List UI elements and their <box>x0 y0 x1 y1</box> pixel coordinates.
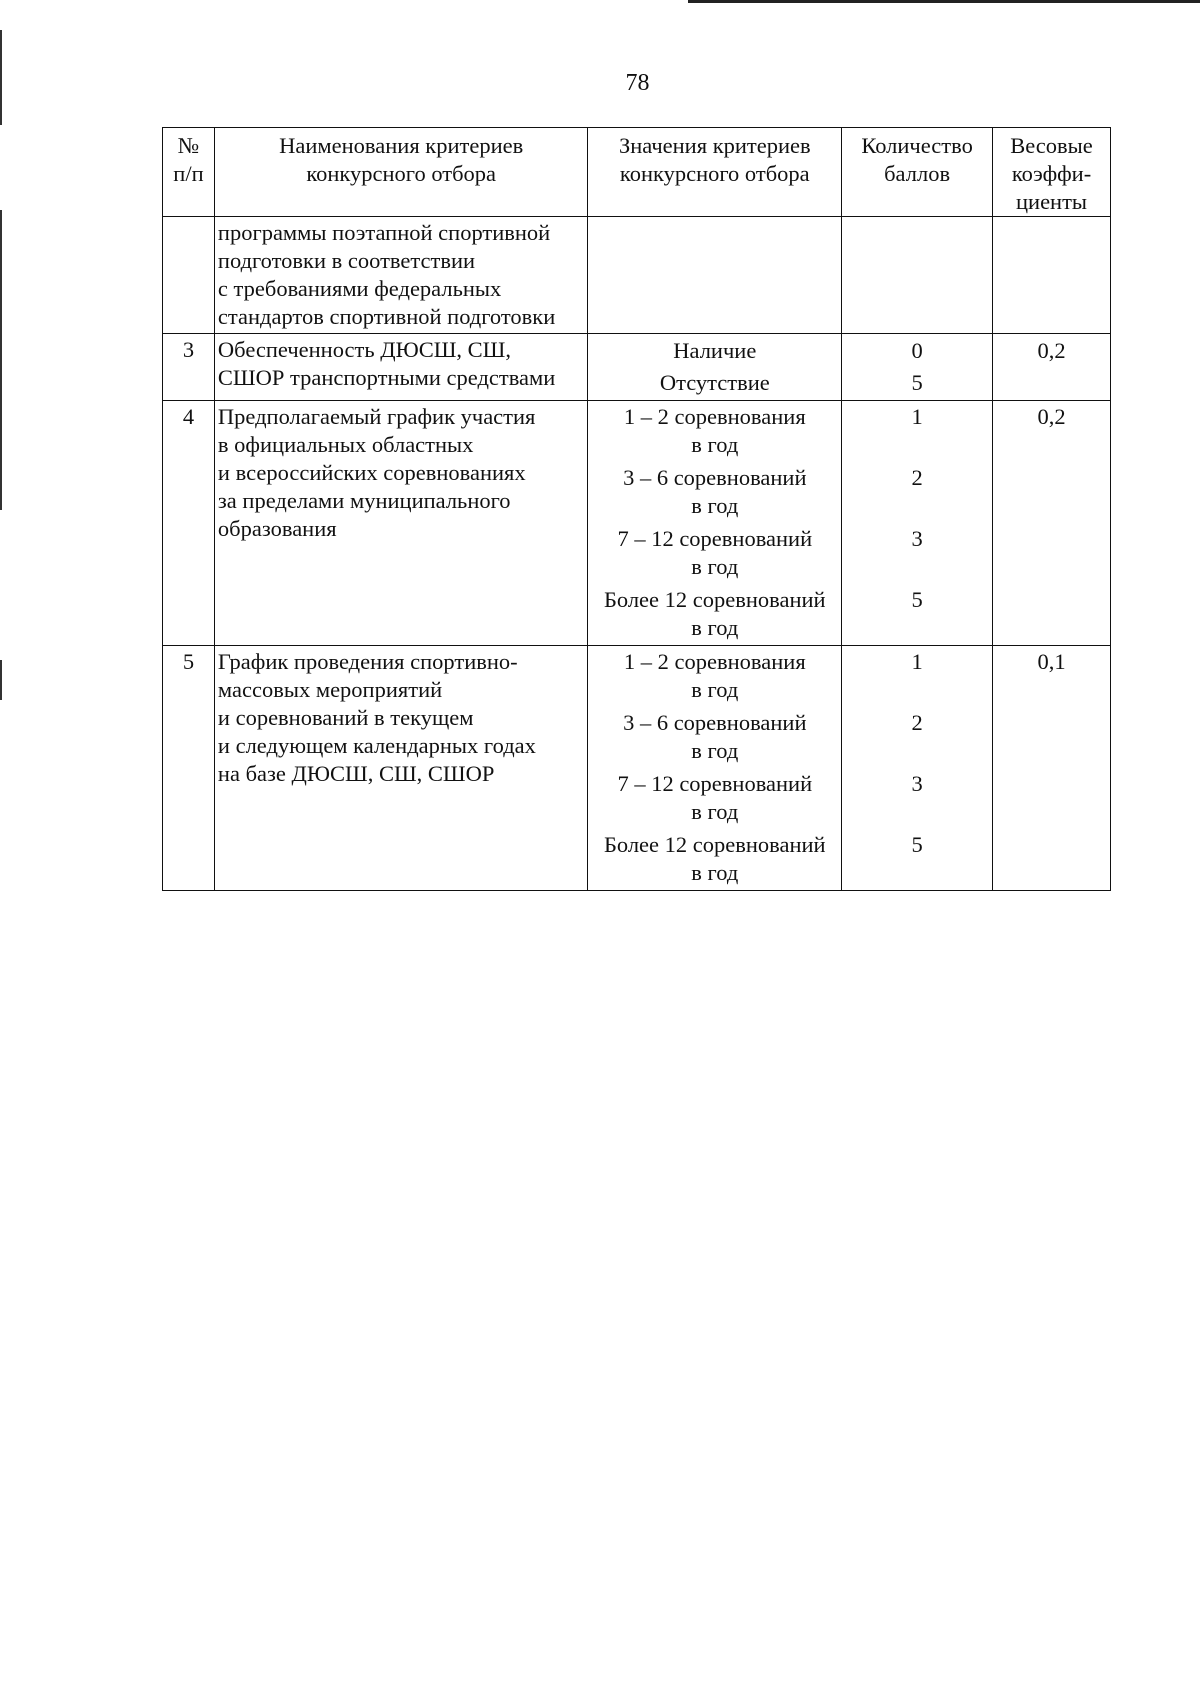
option-points: 3 <box>911 526 923 551</box>
cell-weight <box>993 646 1111 891</box>
cell-weight <box>993 217 1111 334</box>
header-criteria-values: Значения критериев конкурсного отбора <box>588 128 842 217</box>
weight-value: 0,2 <box>1037 404 1066 429</box>
cell-num: 3 <box>163 334 215 401</box>
option-points: 1 <box>911 649 923 674</box>
cell-criteria-values <box>588 646 842 891</box>
cell-criteria-values <box>588 334 842 401</box>
option-label: Более 12 соревнований в год <box>603 587 826 640</box>
option-points: 2 <box>911 710 923 735</box>
header-criteria-name: Наименования критериев конкурсного отбора <box>214 128 588 217</box>
option-points: 3 <box>911 771 923 796</box>
option-points: 2 <box>911 465 923 490</box>
table-row-continuation <box>163 217 1111 334</box>
cell-num: 4 <box>163 401 215 646</box>
table-row-4 <box>163 401 1111 646</box>
cell-weight <box>993 334 1111 401</box>
table-row-5 <box>163 646 1111 891</box>
cell-criteria-values <box>588 401 842 646</box>
option-label: 3 – 6 соревнований в год <box>623 710 807 763</box>
option-label: Наличие <box>673 338 757 363</box>
option-label: 1 – 2 соревнования в год <box>623 649 806 702</box>
weight-value: 0,2 <box>1037 338 1066 363</box>
cell-criteria-name: Обеспеченность ДЮСШ, СШ, СШОР транспортными средствами <box>214 334 588 401</box>
option-points: 5 <box>911 370 923 395</box>
header-num: № п/п <box>163 128 215 217</box>
scan-margin-mark <box>0 210 2 510</box>
option-points: 0 <box>911 338 923 363</box>
header-points: Количество баллов <box>842 128 993 217</box>
cell-num <box>163 217 215 334</box>
cell-criteria-name: График проведения спортивно- массовых мероприятий и соревнований в текущем и следующем календарных годах на базе ДЮСШ, СШ, СШОР <box>214 646 588 891</box>
option-points: 5 <box>911 832 923 857</box>
option-label: 1 – 2 соревнования в год <box>623 404 806 457</box>
cell-num: 5 <box>163 646 215 891</box>
cell-points <box>842 646 993 891</box>
table-header-row <box>163 128 1111 217</box>
option-label: Более 12 соревнований в год <box>603 832 826 885</box>
cell-criteria-values <box>588 217 842 334</box>
cell-points <box>842 401 993 646</box>
page-number: 78 <box>625 70 650 96</box>
option-label: Отсутствие <box>659 370 770 395</box>
table-row-3 <box>163 334 1111 401</box>
criteria-table <box>162 127 1111 891</box>
option-label: 7 – 12 соревнований в год <box>617 526 813 579</box>
option-label: 7 – 12 соревнований в год <box>617 771 813 824</box>
scan-margin-mark <box>0 660 2 700</box>
option-points: 5 <box>911 587 923 612</box>
scan-border-line <box>688 0 1200 3</box>
cell-weight <box>993 401 1111 646</box>
option-label: 3 – 6 соревнований в год <box>623 465 807 518</box>
cell-points <box>842 217 993 334</box>
cell-criteria-name: Предполагаемый график участия в официальных областных и всероссийских соревнованиях за пределами муниципального образования <box>214 401 588 646</box>
option-points: 1 <box>911 404 923 429</box>
cell-criteria-name: программы поэтапной спортивной подготовки в соответствии с требованиями федеральных стандартов спортивной подготовки <box>214 217 588 334</box>
weight-value: 0,1 <box>1037 649 1066 674</box>
cell-points <box>842 334 993 401</box>
header-weight: Весовые коэффи- циенты <box>993 128 1111 217</box>
